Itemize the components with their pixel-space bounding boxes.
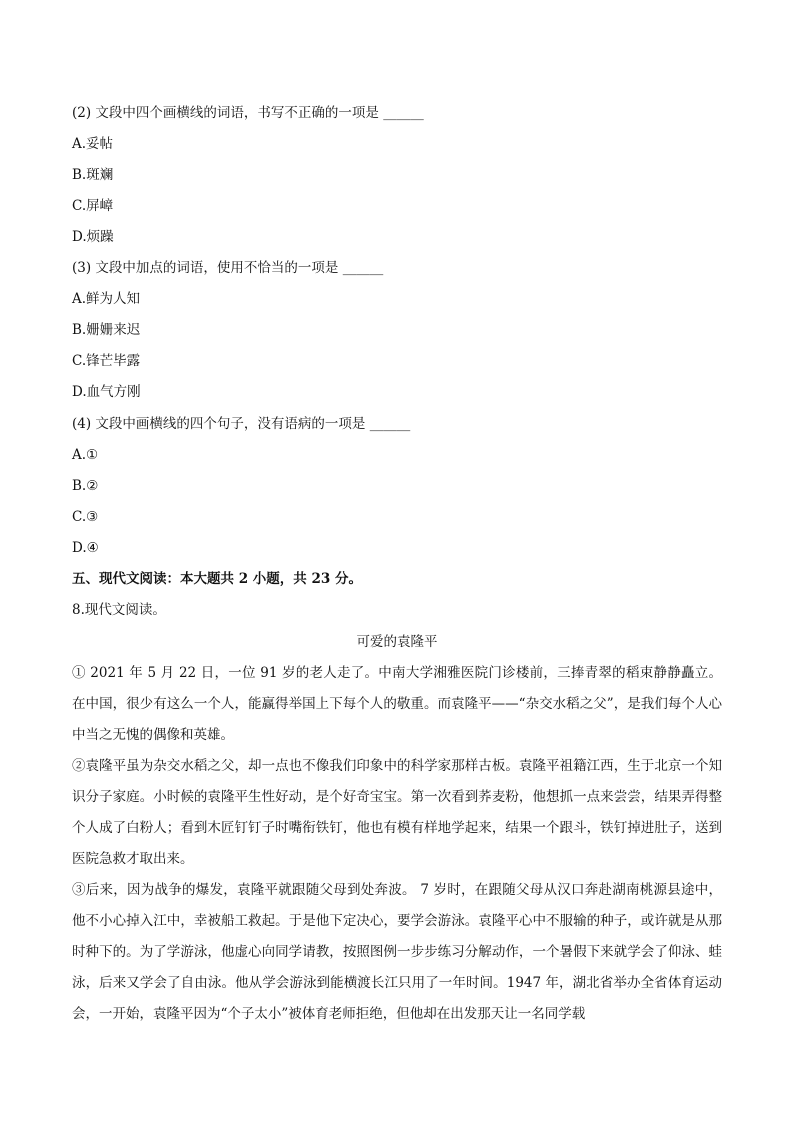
- question-8-label: 8.现代文阅读。: [72, 602, 166, 618]
- question-4-option-a: A.①: [72, 447, 99, 463]
- question-3-option-a: A.鲜为人知: [72, 291, 141, 307]
- question-2-option-a: A.妥帖: [72, 136, 114, 152]
- article-paragraph-3: ③后来，因为战争的爆发，袁隆平就跟随父母到处奔波。 7 岁时，在跟随父母从汉口奔赴湖南桃源县途中，他不小心掉入江中，幸被船工救起。于是他下定决心，要学会游泳。袁隆平心中不服输的种子，或许就是从那时种下的。为了学游泳，他虚心向同学请教，按照图例一步步练习分解动作，一个暑假下来就学会了仰泳、蛙泳，后来又学会了自由泳。他从学会游泳到能横渡长江只用了一年时间。1947 年，湖北省举办全省体育运动会，一开始，袁隆平因为“个子太小”被体育老师拒绝，但他却在出发那天让一名同学载: [72, 882, 722, 1022]
- question-2-stem: (2) 文段中四个画横线的词语，书写不正确的一项是 ______: [72, 105, 424, 121]
- question-2-option-c: C.屏嶂: [72, 198, 114, 214]
- question-3-option-b: B.姗姗来迟: [72, 322, 141, 338]
- question-3-stem: (3) 文段中加点的词语，使用不恰当的一项是 ______: [72, 260, 384, 276]
- article-paragraph-2: ②袁隆平虽为杂交水稻之父，却一点也不像我们印象中的科学家那样古板。袁隆平祖籍江西，生于北京一个知识分子家庭。小时候的袁隆平生性好动，是个好奇宝宝。第一次看到荞麦粉，他想抓一点来尝尝，结果弄得整个人成了白粉人；看到木匠钉钉子时嘴衔铁钉，他也有模有样地学起来，结果一个跟斗，铁钉掉进肚子，送到医院急救才取出来。: [72, 758, 722, 867]
- article-paragraph-1: ① 2021 年 5 月 22 日，一位 91 岁的老人走了。中南大学湘雅医院门诊楼前，三捧青翠的稻束静静矗立。在中国，很少有这么一个人，能赢得举国上下每个人的敬重。而袁隆平——“杂交水稻之父”，是我们每个人心中当之无愧的偶像和英雄。: [72, 665, 722, 743]
- question-3-option-d: D.血气方刚: [72, 384, 141, 400]
- section-5-heading: 五、现代文阅读：本大题共 2 小题，共 23 分。: [72, 571, 362, 587]
- question-4-option-b: B.②: [72, 478, 99, 494]
- question-4-option-c: C.③: [72, 509, 99, 525]
- question-2-option-b: B.斑斓: [72, 167, 114, 183]
- article-title: 可爱的袁隆平: [356, 634, 438, 650]
- question-3-option-c: C.锋芒毕露: [72, 353, 141, 369]
- question-4-stem: (4) 文段中画横线的四个句子，没有语病的一项是 ______: [72, 416, 411, 432]
- question-2-option-d: D.烦躁: [72, 229, 114, 245]
- question-4-option-d: D.④: [72, 540, 99, 556]
